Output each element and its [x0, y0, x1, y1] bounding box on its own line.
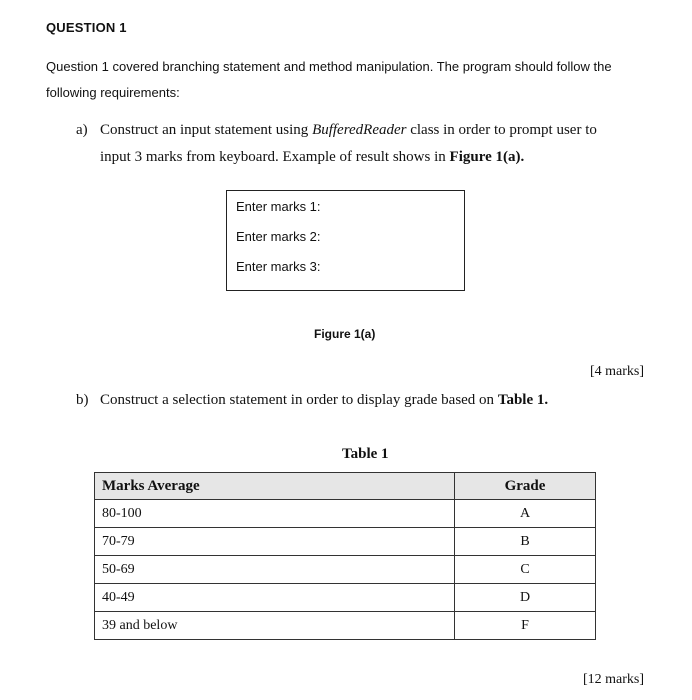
table-reference: Table 1.: [497, 392, 549, 408]
grade-cell: A: [455, 500, 596, 528]
marks-range-cell: 50-69: [95, 556, 455, 584]
grade-cell: B: [455, 528, 596, 556]
console-line-1: Enter marks 1:: [236, 199, 321, 214]
question-intro-line-1: Question 1 covered branching statement and method manipulation. The program should follow the: [46, 59, 612, 74]
part-b-marks: [12 marks]: [582, 672, 644, 687]
part-b-text-pre: Construct a selection statement in order to display grade based on: [100, 392, 498, 408]
figure-caption: Figure 1(a): [314, 327, 376, 341]
question-intro-line-2: following requirements:: [46, 85, 180, 100]
console-line-2: Enter marks 2:: [236, 229, 321, 244]
part-b-text: [100, 392, 548, 409]
part-a-text-line-1: [100, 122, 597, 139]
table-row: [95, 528, 596, 556]
part-a-line2-pre: input 3 marks from keyboard. Example of result shows in: [100, 149, 450, 165]
marks-range-cell: 40-49: [95, 584, 455, 612]
marks-range-cell: 70-79: [95, 528, 455, 556]
console-output-box: [226, 190, 465, 291]
table-header-row: [95, 473, 596, 500]
header-marks-average: Marks Average: [95, 473, 455, 500]
console-line-3: Enter marks 3:: [236, 259, 321, 274]
header-grade: Grade: [455, 473, 596, 500]
table-row: [95, 584, 596, 612]
part-a-text-post: class in order to prompt user to: [406, 122, 597, 138]
marks-range-cell: 80-100: [95, 500, 455, 528]
part-b-label: b): [76, 392, 89, 408]
part-a-text-line-2: [100, 149, 524, 166]
marks-range-cell: 39 and below: [95, 612, 455, 640]
grade-table: [94, 472, 596, 640]
table-row: [95, 500, 596, 528]
bufferedreader-term: BufferedReader: [312, 122, 407, 138]
question-title: QUESTION 1: [46, 20, 127, 35]
grade-cell: F: [455, 612, 596, 640]
grade-cell: C: [455, 556, 596, 584]
figure-reference: Figure 1(a).: [449, 149, 525, 165]
table-row: [95, 556, 596, 584]
part-a-text-pre: Construct an input statement using: [100, 122, 313, 138]
table-row: [95, 612, 596, 640]
grade-cell: D: [455, 584, 596, 612]
part-a-marks: [4 marks]: [589, 364, 644, 379]
part-a-label: a): [76, 122, 88, 138]
table-caption: Table 1: [342, 446, 389, 462]
